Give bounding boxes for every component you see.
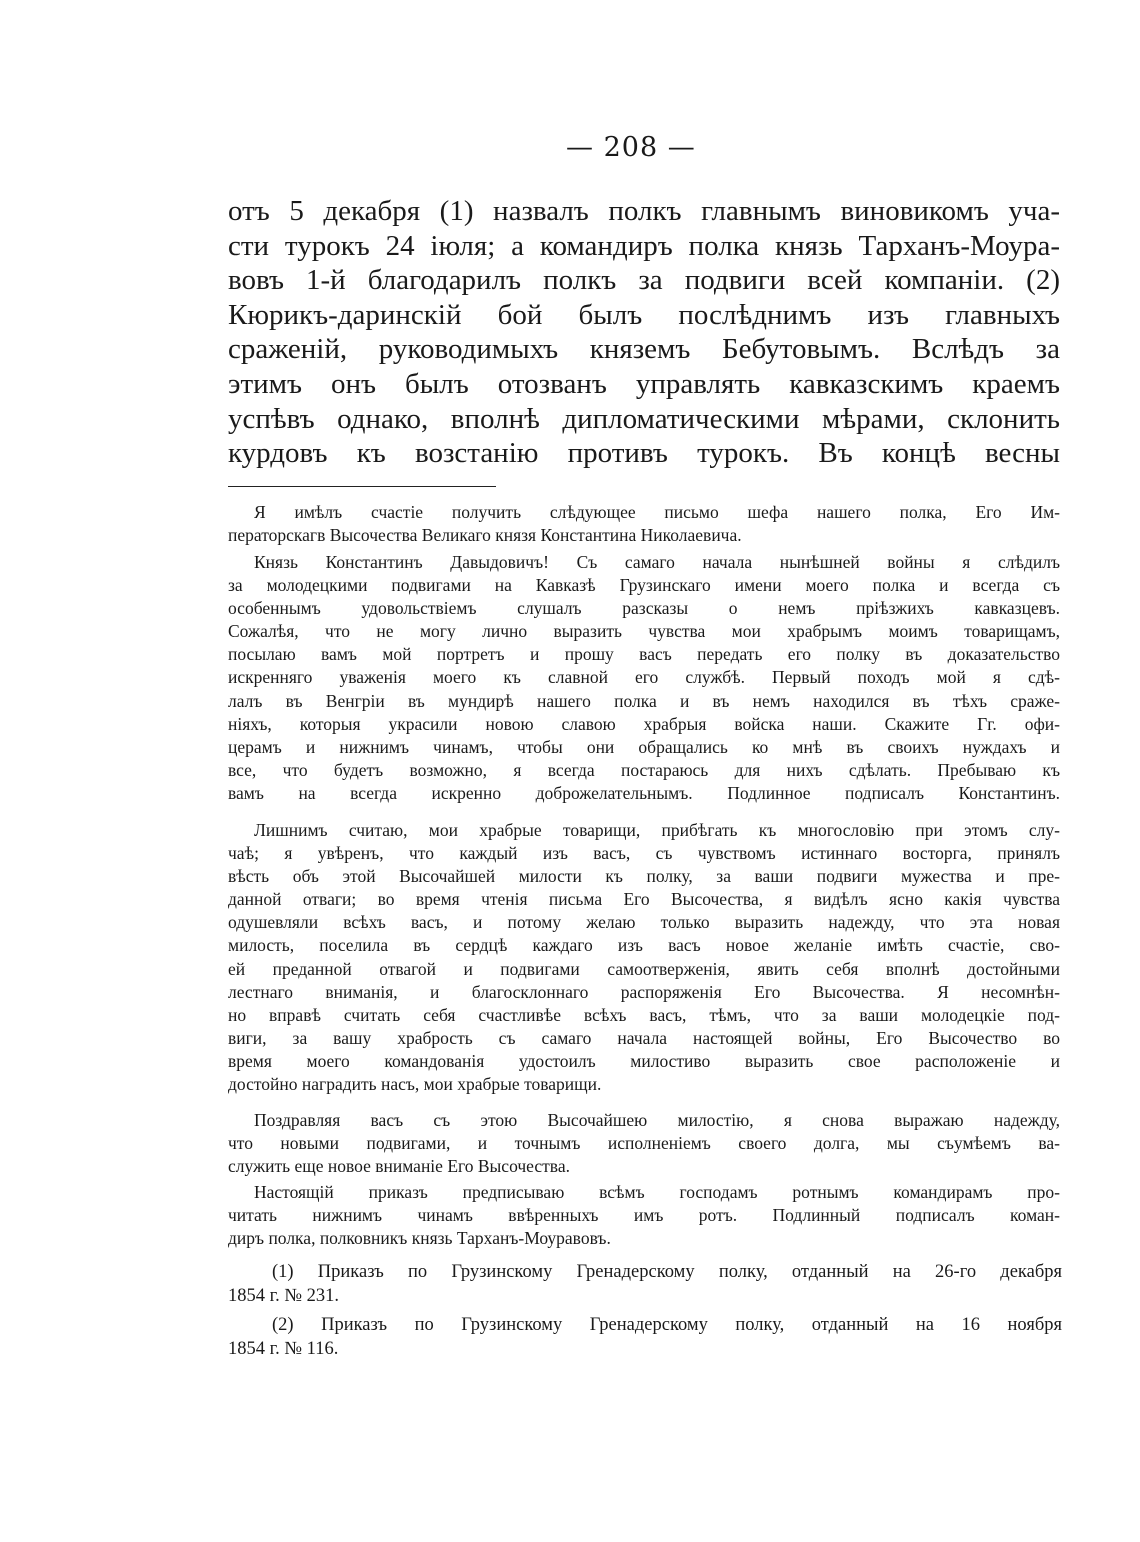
order-line: Поздравляя васъ съ этою Высочайшею милостію, я снова выражаю надежду, [254,1110,1060,1130]
main-text-line: успѣвъ однако, вполнѣ дипломатическими мѣрами, склонить [228,402,1060,435]
footnote-1 [228,1260,1062,1308]
order-line: Настоящій приказъ предписываю всѣмъ господамъ ротнымъ командирамъ про- [254,1182,1060,1202]
order-line: ей преданной отвагой и подвигами самоотверженія, явить себя вполнѣ достойными [228,958,1060,979]
letter-line: вамъ на всегда искренно доброжелательнымъ. Подлинное подписалъ Константинъ. [228,782,1060,803]
letter-line: лалъ въ Венгріи въ мундирѣ нашего полка и въ немъ находился въ тѣхъ сраже- [228,690,1060,711]
order-line: время моего командованія удостоилъ милостиво выразить свое расположеніе и [228,1050,1060,1071]
order-paragraph-2 [228,1109,1060,1178]
footnote-2 [228,1313,1062,1361]
letter-line: все, что будетъ возможно, я всегда постараюсь для нихъ сдѣлать. Пребываю къ [228,759,1060,780]
letter-text [228,551,1060,805]
order-paragraph-3 [228,1181,1060,1250]
footnote-line: 1854 г. № 116. [228,1339,339,1359]
order-line: чаѣ; я увѣренъ, что каждый изъ васъ, съ чувствомъ истиннаго восторга, принялъ [228,843,1060,864]
main-text-line: сти турокъ 24 іюля; а командиръ полка князь Тарханъ-Моура- [228,229,1060,262]
main-text-line: сраженій, руководимыхъ княземъ Бебутовымъ. Вслѣдъ за [228,333,1060,366]
letter-line: церамъ и нижнимъ чинамъ, чтобы они обращались ко мнѣ въ своихъ нуждахъ и [228,736,1060,757]
footnote-divider [228,486,496,487]
letter-line: особеннымъ удовольствіемъ слушалъ разсказы о немъ пріѣзжихъ кавказцевъ. [228,598,1060,619]
main-text-line: курдовъ къ возстанію противъ турокъ. Въ концѣ весны [228,437,1060,470]
order-line: диръ полка, полковникъ князь Тарханъ-Моуравовъ. [228,1228,611,1249]
footnote-line: (2) Приказъ по Грузинскому Гренадерскому полку, отданный на 16 ноября [272,1315,1062,1335]
order-line: что новыми подвигами, и точнымъ исполненіемъ своего долга, мы съумѣемъ ва- [228,1133,1060,1154]
footnote-line: 1854 г. № 231. [228,1286,340,1306]
main-text-line: этимъ онъ былъ отозванъ управлять кавказскимъ краемъ [228,367,1060,400]
letter-line: ніяхъ, которыя украсили новою славою храбрыя войска наши. Скажите Гг. офи- [228,713,1060,734]
order-line: Лишнимъ считаю, мои храбрые товарищи, прибѣгать къ многословію при этомъ слу- [254,820,1060,840]
letter-line: Сожалѣя, что не могу лично выразить чувства мои храбрымъ моимъ товарищамъ, [228,621,1060,642]
order-line: милость, поселила въ сердцѣ каждаго изъ васъ новое желаніе имѣть счастіе, сво- [228,935,1060,956]
letter-line: посылаю вамъ мой портретъ и прошу васъ передать его полку въ доказательство [228,644,1060,665]
page-number: — 208 — [566,132,696,163]
order-line: одушевляли всѣхъ васъ, и потому желаю только выразить надежду, что эта новая [228,912,1060,933]
main-text-line: вовъ 1-й благодарилъ полкъ за подвиги всей компаніи. (2) [228,264,1060,297]
main-text [228,194,1060,471]
letter-line: Князь Константинъ Давыдовичъ! Съ самаго начала нынѣшней войны я слѣдилъ [254,552,1060,572]
order-line: данной отваги; во время чтенія письма Его Высочества, я видѣлъ ясно какія чувства [228,889,1060,910]
note-intro [228,501,1060,547]
order-line: лестнаго вниманія, и благосклоннаго распоряженія Его Высочества. Я несомнѣн- [228,981,1060,1002]
order-line: но вправѣ считать себя счастливѣе всѣхъ васъ, тѣмъ, что за ваши молодецкіе под- [228,1004,1060,1025]
main-text-line: отъ 5 декабря (1) назвалъ полкъ главнымъ виновикомъ уча- [228,195,1060,227]
note-line: Я имѣлъ счастіе получить слѣдующее письмо шефа нашего полка, Его Им- [254,502,1060,522]
footnote-line: (1) Приказъ по Грузинскому Гренадерскому полку, отданный на 26-го декабря [272,1262,1062,1282]
order-line: служить еще новое вниманіе Его Высочества. [228,1156,570,1177]
order-line: виги, за вашу храбрость съ самаго начала настоящей войны, Его Высочество во [228,1027,1060,1048]
letter-line: искренняго уваженія моего къ славной его службѣ. Первый походъ мой я сдѣ- [228,667,1060,688]
order-line: читать нижнимъ чинамъ ввѣренныхъ имъ ротъ. Подлинный подписалъ коман- [228,1205,1060,1226]
order-line: достойно наградить насъ, мои храбрые товарищи. [228,1074,602,1095]
order-line: вѣсть объ этой Высочайшей милости къ полку, за ваши подвиги мужества и пре- [228,866,1060,887]
order-paragraph-1 [228,819,1060,1096]
letter-line: за молодецкими подвигами на Кавказѣ Грузинскаго имени моего полка и всегда съ [228,575,1060,596]
main-text-line: Кюрикъ-даринскій бой былъ послѣднимъ изъ главныхъ [228,298,1060,331]
note-line: ператорскагв Высочества Великаго князя Константина Николаевича. [228,525,742,546]
